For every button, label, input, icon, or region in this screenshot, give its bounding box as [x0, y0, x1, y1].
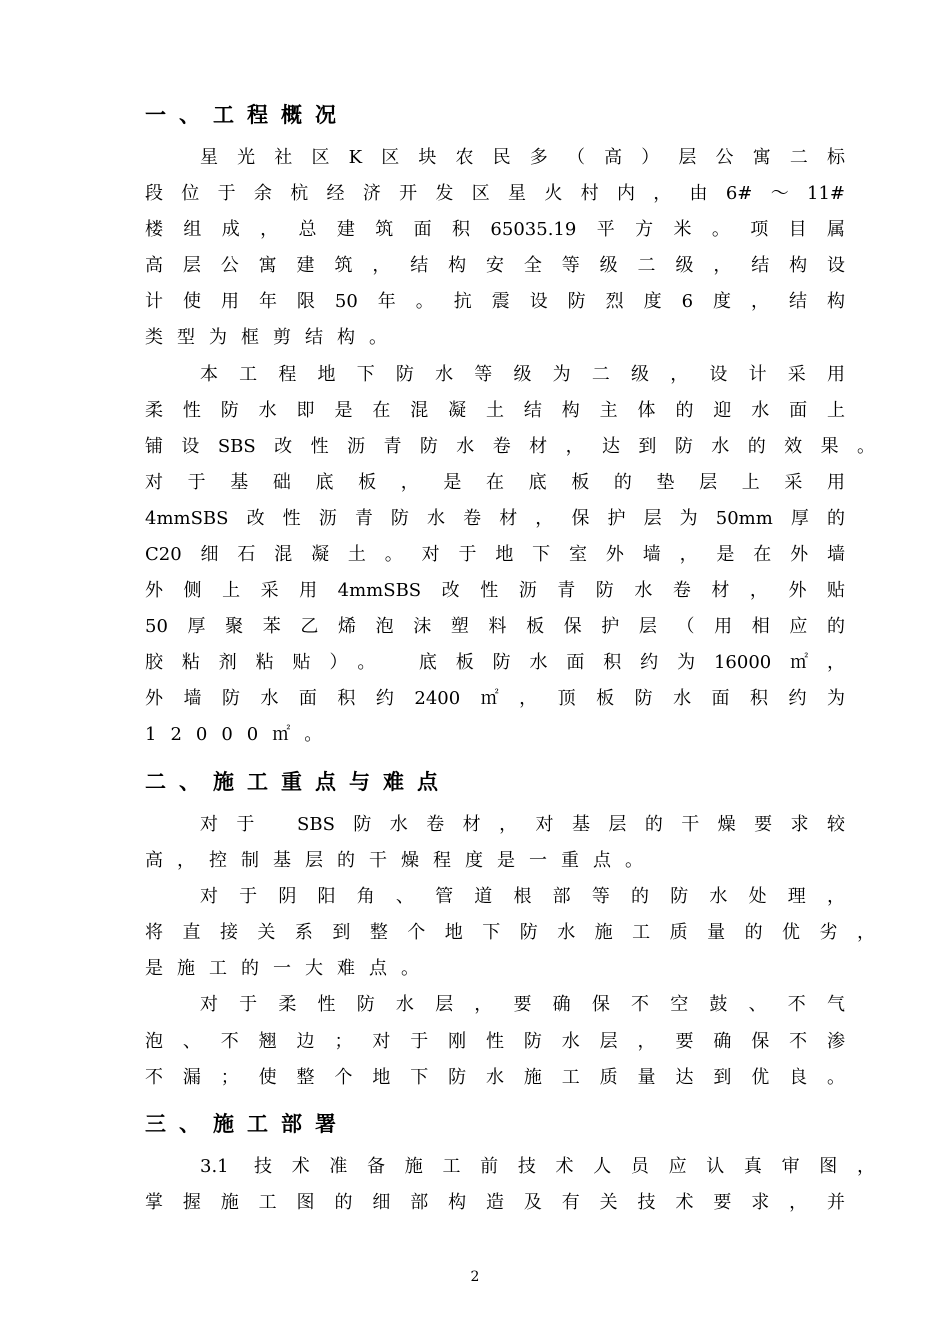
- paragraph-line: 是施工的一大难点。: [145, 958, 433, 979]
- paragraph-line: 外侧上采用4mmSBS改性沥青防水卷材，外贴: [145, 580, 845, 601]
- paragraph-line: 段位于余杭经济开发区星火村内，由6#～11#: [145, 183, 845, 204]
- paragraph-line: 外墙防水面积约2400㎡，顶板防水面积约为: [145, 688, 845, 709]
- paragraph-line: 类型为框剪结构。: [145, 327, 401, 348]
- paragraph-line: 楼组成，总建筑面积65035.19平方米。项目属: [145, 219, 845, 240]
- paragraph-line: 不漏；使整个地下防水施工质量达到优良。: [145, 1067, 845, 1088]
- paragraph-line: 12000㎡。: [145, 724, 337, 745]
- paragraph-line: 对于基础底板，是在底板的垫层上采用: [145, 472, 845, 493]
- paragraph-line: 4mmSBS改性沥青防水卷材，保护层为50mm厚的: [145, 508, 845, 529]
- section-heading-1: 一、工程概况: [145, 102, 349, 127]
- paragraph-line: 计使用年限50年。抗震设防烈度6度，结构: [145, 291, 845, 312]
- paragraph-line: 对于阴阳角、管道根部等的防水处理，: [200, 886, 845, 907]
- paragraph-line: 将直接关系到整个地下防水施工质量的优劣，: [145, 922, 875, 943]
- paragraph-line: 50厚聚苯乙烯泡沫塑料板保护层（用相应的: [145, 616, 845, 637]
- paragraph-line: 高层公寓建筑，结构安全等级二级，结构设: [145, 255, 845, 276]
- paragraph-line: 星光社区K区块农民多（高）层公寓二标: [200, 147, 845, 168]
- paragraph-line: 对于 SBS防水卷材，对基层的干燥要求较: [200, 814, 845, 835]
- paragraph-line: 对于柔性防水层，要确保不空鼓、不气: [200, 994, 845, 1015]
- paragraph-line: 泡、不翘边；对于刚性防水层，要确保不渗: [145, 1031, 845, 1052]
- paragraph-line: 铺设SBS改性沥青防水卷材，达到防水的效果。: [145, 436, 875, 457]
- paragraph-line: 柔性防水即是在混凝土结构主体的迎水面上: [145, 400, 845, 421]
- page-number: 2: [470, 1269, 480, 1285]
- paragraph-line: 本工程地下防水等级为二级，设计采用: [200, 364, 845, 385]
- paragraph-line: 3.1 技术准备施工前技术人员应认真审图，: [200, 1156, 875, 1177]
- paragraph-line: 高，控制基层的干燥程度是一重点。: [145, 850, 657, 871]
- paragraph-line: C20细石混凝土。对于地下室外墙，是在外墙: [145, 544, 845, 565]
- section-heading-2: 二、施工重点与难点: [145, 769, 451, 794]
- paragraph-line: 掌握施工图的细部构造及有关技术要求，并: [145, 1192, 845, 1213]
- paragraph-line: 胶粘剂粘贴）。 底板防水面积约为16000㎡，: [145, 652, 845, 673]
- section-heading-3: 三、施工部署: [145, 1111, 349, 1136]
